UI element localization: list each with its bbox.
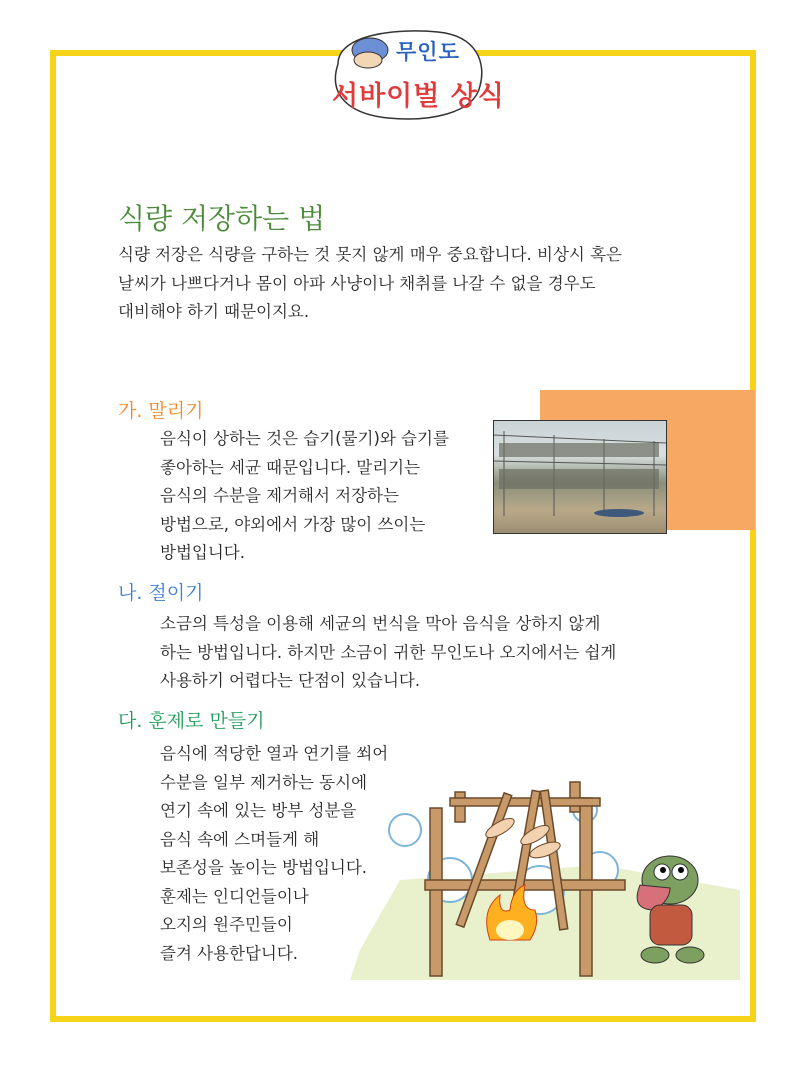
text-line: 훈제는 인디언들이나: [160, 886, 309, 906]
text-line: 사용하기 어렵다는 단점이 있습니다.: [160, 671, 421, 690]
text-line: 연기 속에 있는 방부 성분을: [160, 801, 357, 820]
section-text-salting: [160, 610, 616, 696]
drying-fish-photo: [493, 420, 667, 534]
text-line: 수분을 일부 제거하는 동시에: [160, 772, 368, 792]
intro-line: 날씨가 나쁘다거나 몸이 아파 사냥이나 채취를 나갈 수 없을 경우도: [118, 273, 596, 293]
intro-line: 식량 저장은 식량을 구하는 것 못지 않게 매우 중요합니다. 비상시 혹은: [118, 245, 622, 264]
section-heading-smoking: 다. 훈제로 만들기: [118, 710, 265, 732]
smoking-rack-illustration: [340, 770, 760, 980]
text-line: 음식 속에 스며들게 해: [160, 829, 320, 849]
badge-line2: 서바이벌 상식: [332, 81, 505, 112]
text-line: 보존성을 높이는 방법입니다.: [160, 858, 368, 877]
text-line: 즐겨 사용한답니다.: [160, 943, 299, 963]
text-line: 음식의 수분을 제거해서 저장하는: [160, 486, 399, 505]
text-line: 방법으로, 야외에서 가장 많이 쓰이는: [160, 514, 426, 534]
text-line: 좋아하는 세균 때문입니다. 말리기는: [160, 457, 421, 477]
text-line: 음식에 적당한 열과 연기를 쐬어: [160, 744, 389, 763]
page-title: 식량 저장하는 법: [118, 202, 326, 235]
survival-tips-badge: [318, 24, 505, 124]
text-line: 음식이 상하는 것은 습기(물기)와 습기를: [160, 429, 449, 448]
intro-line: 대비해야 하기 때문이지요.: [118, 302, 310, 321]
badge-line1: 무인도: [396, 40, 460, 64]
text-line: 오지의 원주민들이: [160, 915, 293, 934]
section-heading-salting: 나. 절이기: [118, 582, 204, 604]
section-text-drying: [160, 425, 449, 568]
text-line: 방법입니다.: [160, 543, 245, 562]
section-heading-drying: 가. 말리기: [118, 400, 204, 422]
text-line: 하는 방법입니다. 하지만 소금이 귀한 무인도나 오지에서는 쉽게: [160, 642, 617, 662]
text-line: 소금의 특성을 이용해 세균의 번식을 막아 음식을 상하지 않게: [160, 614, 601, 633]
intro-paragraph: [118, 241, 718, 327]
